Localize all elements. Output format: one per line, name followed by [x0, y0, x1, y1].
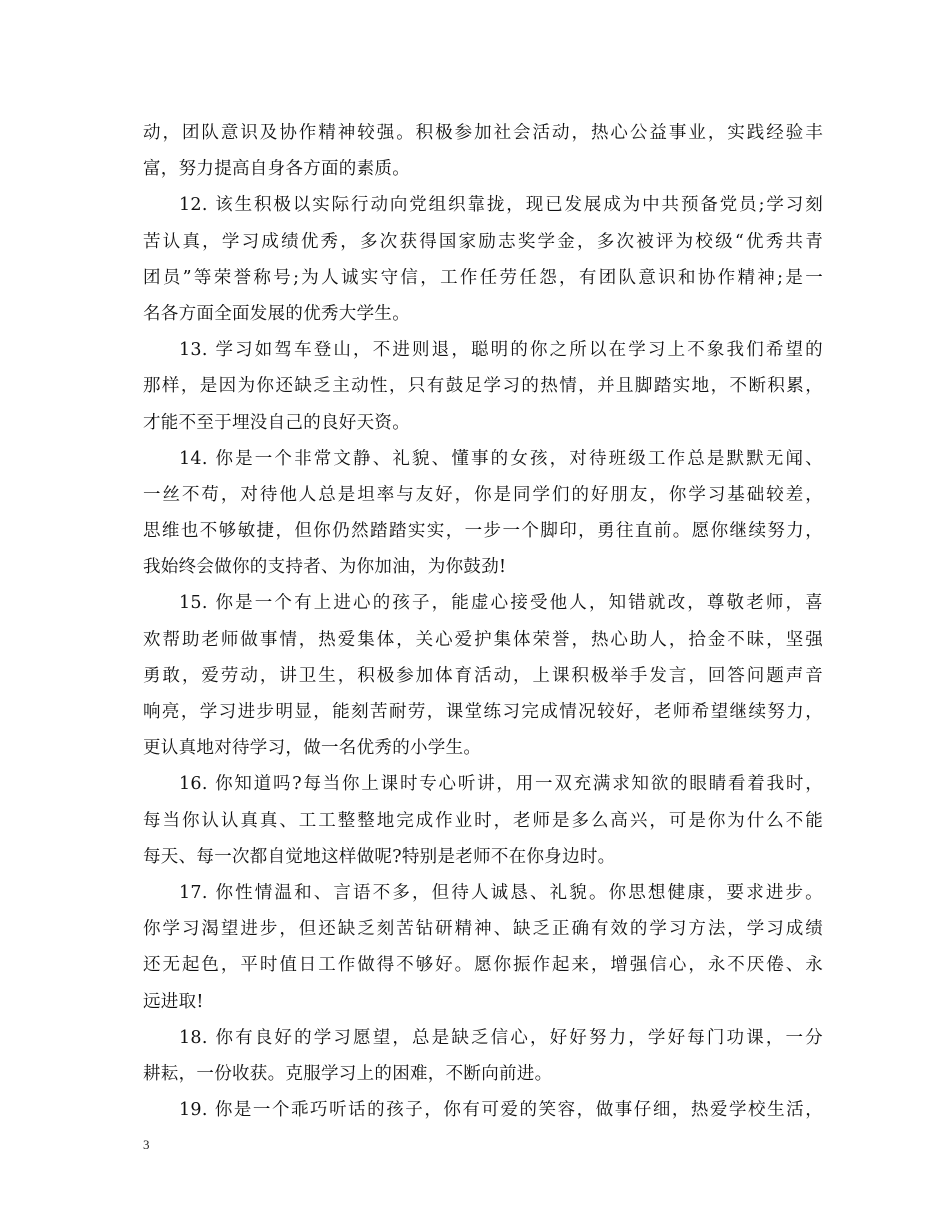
text-line: 更认真地对待学习，做一名优秀的小学生。 [143, 738, 482, 759]
text-line: 19. 你是一个乖巧听话的孩子，你有可爱的笑容，做事仔细，热爱学校生活， [179, 1100, 823, 1121]
text-line: 欢帮助老师做事情，热爱集体，关心爱护集体荣誉，热心助人，拾金不昧，坚强 [143, 629, 823, 650]
text-line: 耕耘，一份收获。克服学习上的困难，不断向前进。 [143, 1063, 553, 1084]
text-line: 思维也不够敏捷，但你仍然踏踏实实，一步一个脚印，勇往直前。愿你继续努力， [143, 521, 823, 542]
text-line: 18. 你有良好的学习愿望，总是缺乏信心，好好努力，学好每门功课，一分 [179, 1027, 823, 1048]
text-line: 富，努力提高自身各方面的素质。 [143, 159, 410, 180]
text-line: 一丝不苟，对待他人总是坦率与友好，你是同学们的好朋友，你学习基础较差， [143, 484, 823, 505]
text-line: 你学习渴望进步，但还缺乏刻苦钻研精神、缺乏正确有效的学习方法，学习成绩 [143, 919, 823, 940]
text-line: 13. 学习如驾车登山，不进则退，聪明的你之所以在学习上不象我们希望的 [179, 340, 823, 361]
text-line: 那样，是因为你还缺乏主动性，只有鼓足学习的热情，并且脚踏实地，不断积累， [143, 376, 823, 397]
text-line: 17. 你性情温和、言语不多，但待人诚恳、礼貌。你思想健康，要求进步。 [179, 882, 823, 903]
text-line: 15. 你是一个有上进心的孩子，能虚心接受他人，知错就改，尊敬老师，喜 [179, 593, 823, 614]
text-line: 动，团队意识及协作精神较强。积极参加社会活动，热心公益事业，实践经验丰 [143, 123, 823, 143]
text-line: 还无起色，平时值日工作做得不够好。愿你振作起来，增强信心，永不厌倦、永 [143, 955, 823, 976]
text-line: 勇敢，爱劳动，讲卫生，积极参加体育活动，上课积极举手发言，回答问题声音 [143, 665, 823, 686]
text-line: 每天、每一次都自觉地这样做呢?特别是老师不在你身边时。 [143, 846, 616, 867]
text-line: 苦认真，学习成绩优秀，多次获得国家励志奖学金，多次被评为校级“优秀共青 [143, 231, 823, 252]
text-line: 14. 你是一个非常文静、礼貌、懂事的女孩，对待班级工作总是默默无闻、 [179, 448, 823, 469]
text-line: 远进取! [143, 991, 204, 1012]
text-line: 名各方面全面发展的优秀大学生。 [143, 303, 410, 324]
text-line: 16. 你知道吗?每当你上课时专心听讲，用一双充满求知欲的眼睛看着我时， [179, 774, 823, 795]
text-line: 才能不至于埋没自己的良好天资。 [143, 412, 410, 433]
text-line: 我始终会做你的支持者、为你加油，为你鼓劲! [143, 557, 507, 578]
page-number: 3 [143, 1137, 150, 1152]
text-line: 团员”等荣誉称号;为人诚实守信，工作任劳任怨，有团队意识和协作精神;是一 [143, 267, 823, 288]
text-line: 12. 该生积极以实际行动向党组织靠拢，现已发展成为中共预备党员;学习刻 [179, 195, 823, 216]
text-line: 每当你认认真真、工工整整地完成作业时，老师是多么高兴，可是你为什么不能 [143, 810, 823, 831]
document-body [143, 115, 823, 1128]
text-line: 响亮，学习进步明显，能刻苦耐劳，课堂练习完成情况较好，老师希望继续努力， [143, 702, 823, 722]
